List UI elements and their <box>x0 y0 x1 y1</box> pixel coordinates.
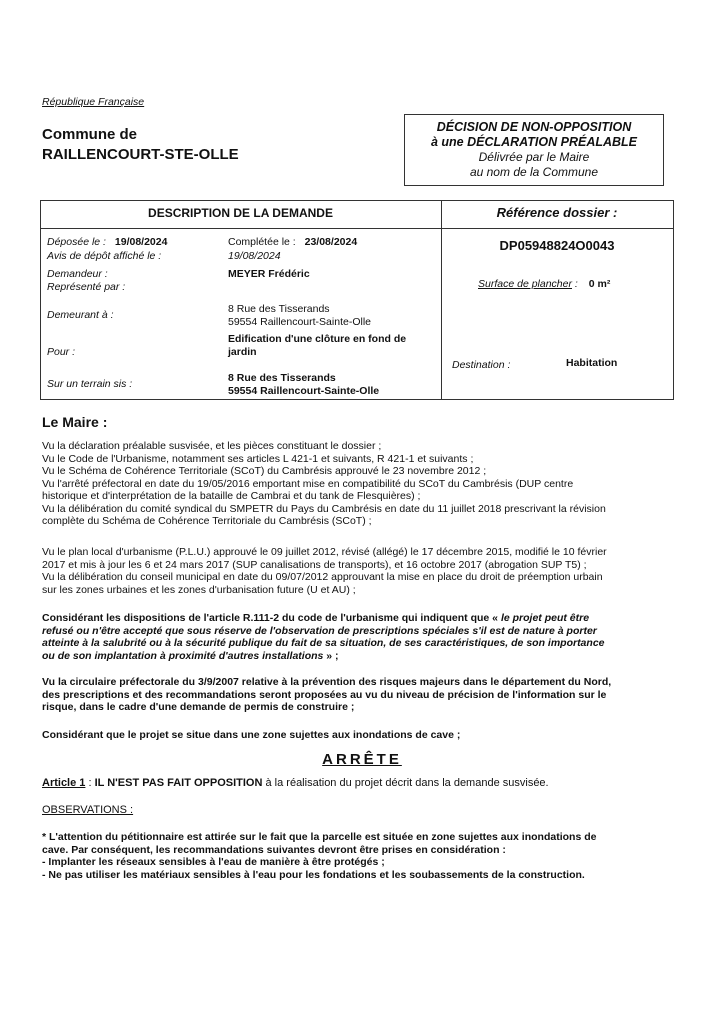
vu-line: Vu le Code de l'Urbanisme, notamment ses articles L 421-1 et suivants, R 421-1 et suivants ; <box>42 452 474 465</box>
article-1-separator: : <box>85 777 95 789</box>
decision-subtitle: à une DÉCLARATION PRÉALABLE <box>430 135 638 149</box>
vu-block <box>42 440 682 528</box>
pour-label: Pour : <box>47 346 76 358</box>
circulaire-block <box>42 676 692 714</box>
demandeur-label: Demandeur : <box>47 268 108 280</box>
demeurant-label: Demeurant à : <box>47 309 114 321</box>
plu-line: sur les zones urbaines et les zones d'urbanisation future (U et AU) ; <box>42 583 356 596</box>
republique-francaise: République Française <box>42 96 145 108</box>
surface-separator: : <box>571 278 578 290</box>
circulaire-line: risque, dans le cadre d'une demande de permis de construire ; <box>42 701 355 713</box>
considerant-r111-quote: ou de son implantation à proximité d'autres installations <box>42 649 324 662</box>
article-1-text: à la réalisation du projet décrit dans la demande susvisée. <box>262 777 549 789</box>
considerant-inondation: Considérant que le projet se situe dans une zone sujettes aux inondations de cave ; <box>42 729 461 741</box>
table-header-divider <box>40 228 673 229</box>
pour-line2: jardin <box>228 346 257 358</box>
plu-block <box>42 546 682 596</box>
table-column-divider <box>441 200 442 399</box>
plu-line: Vu le plan local d'urbanisme (P.L.U.) approuvé le 09 juillet 2012, révisé (allégé) le 17 décembre 2015, modifié le 10 février <box>42 546 607 558</box>
terrain-line1: 8 Rue des Tisserands <box>228 372 336 384</box>
vu-line: Vu la délibération du comité syndical du SMPETR du Pays du Cambrésis en date du 11 juillet 2018 prescrivant la révision <box>42 502 606 515</box>
avis-value: 19/08/2024 <box>228 250 281 262</box>
demeurant-line1: 8 Rue des Tisserands <box>228 303 330 315</box>
vu-line: Vu l'arrêté préfectoral en date du 19/05/2016 emportant mise en compatibilité du SCoT du Cambrésis (DUP centre <box>42 477 574 490</box>
observation-line: - Ne pas utiliser les matériaux sensibles à l'eau pour les fondations et les soubassements de la construction. <box>42 868 585 881</box>
plu-line: 2017 et mis à jour les 6 et 24 mars 2017 (SUP canalisations de transports), et 16 octobre 2017 (abrogation SUP T5) ; <box>42 558 587 571</box>
surface-value: 0 m² <box>588 278 611 290</box>
terrain-label: Sur un terrain sis : <box>47 378 133 390</box>
decision-title: DÉCISION DE NON-OPPOSITION <box>436 120 632 134</box>
circulaire-line: Vu la circulaire préfectorale du 3/9/2007 relative à la prévention des risques majeurs dans le département du Nord, <box>42 676 612 688</box>
deposee-label: Déposée le : <box>47 236 106 248</box>
observations-heading: OBSERVATIONS : <box>42 804 134 816</box>
le-maire-heading: Le Maire : <box>42 414 108 430</box>
destination-value: Habitation <box>566 357 618 369</box>
completee-label: Complétée le : <box>228 236 296 248</box>
vu-line: historique et d'interprétation de la bataille de Cambrai et du tank de Flesquières) ; <box>42 490 421 502</box>
surface-label: Surface de plancher <box>478 278 572 290</box>
considerant-r111-end: » ; <box>323 649 339 662</box>
considerant-r111-quote: le projet peut être <box>500 612 590 624</box>
destination-label: Destination : <box>452 359 511 371</box>
description-header: DESCRIPTION DE LA DEMANDE <box>148 206 333 220</box>
delivered-by: Délivrée par le Maire <box>478 150 590 164</box>
observations-block <box>42 831 702 881</box>
reference-header: Référence dossier : <box>496 205 618 220</box>
avis-label: Avis de dépôt affiché le : <box>47 250 162 262</box>
demandeur-value: MEYER Frédéric <box>228 268 310 280</box>
commune-label: Commune de <box>42 126 138 143</box>
completee-value: 23/08/2024 <box>304 236 358 248</box>
considerant-r111-quote: atteinte à la salubrité ou à la sécurité publique du fait de sa situation, de ses caractéristiques, de son importance <box>42 637 605 649</box>
considerant-r111-block <box>42 612 692 662</box>
represente-label: Représenté par : <box>47 281 126 293</box>
decision-box <box>404 114 664 186</box>
observation-line: - Implanter les réseaux sensibles à l'eau de manière à être protégés ; <box>42 856 385 868</box>
vu-line: Vu la déclaration préalable susvisée, et les pièces constituant le dossier ; <box>42 440 382 452</box>
observation-line: cave. Par conséquent, les recommandations suivantes devront être prises en considération : <box>42 843 506 856</box>
arrete-heading: ARRÊTE <box>322 751 402 768</box>
demeurant-line2: 59554 Raillencourt-Sainte-Olle <box>228 316 371 328</box>
vu-line: complète du Schéma de Cohérence Territoriale du Cambrésis (SCoT) ; <box>42 515 372 527</box>
considerant-r111-intro: Considérant les dispositions de l'article R.111-2 du code de l'urbanisme qui indiquent que « <box>42 612 501 624</box>
reference-value: DP05948824O0043 <box>499 238 615 253</box>
commune-name: RAILLENCOURT-STE-OLLE <box>42 146 239 163</box>
observation-line: * L'attention du pétitionnaire est attirée sur le fait que la parcelle est située en zone sujettes aux inondations de <box>42 831 597 843</box>
plu-line: Vu la délibération du conseil municipal en date du 09/07/2012 approuvant la mise en place du droit de préemption urbain <box>42 571 603 583</box>
pour-line1: Edification d'une clôture en fond de <box>228 333 407 345</box>
article-1-label: Article 1 <box>42 777 86 789</box>
delivered-on-behalf: au nom de la Commune <box>469 165 599 179</box>
terrain-line2: 59554 Raillencourt-Sainte-Olle <box>228 385 380 397</box>
deposee-value: 19/08/2024 <box>114 236 168 248</box>
article-1 <box>42 777 549 789</box>
considerant-r111-quote: refusé ou n'être accepté que sous réserve de l'observation de prescriptions spéciales s'il est de nature à porter <box>42 624 597 637</box>
vu-line: Vu le Schéma de Cohérence Territoriale (SCoT) du Cambrésis approuvé le 23 novembre 2012 ; <box>42 465 487 477</box>
circulaire-line: des prescriptions et des recommandations seront proposées au vu du niveau de précision de l'information sur le <box>42 688 607 701</box>
description-table <box>40 200 674 400</box>
article-1-decision: IL N'EST PAS FAIT OPPOSITION <box>94 777 263 789</box>
